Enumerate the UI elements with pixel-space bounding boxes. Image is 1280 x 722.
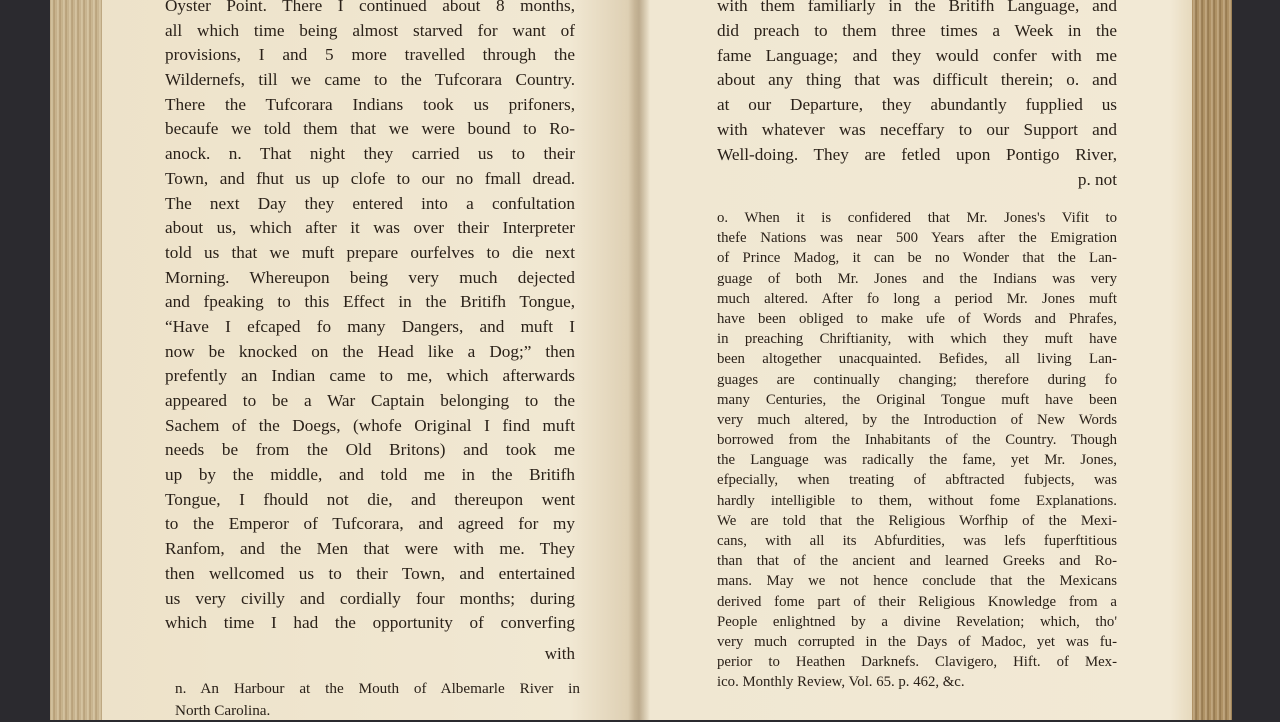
text-line: up by the middle, and told me in the Britifh: [165, 465, 575, 485]
text-line: Well-doing. They are fetled upon Pontigo River,: [717, 144, 1117, 164]
footnote-line: than that of the ancient and learned Greeks and Ro-: [717, 553, 1117, 570]
text-line: Sachem of the Doegs, (whofe Original I find muft: [165, 415, 575, 435]
footnote-line: ico. Monthly Review, Vol. 65. p. 462, &c.: [717, 674, 965, 691]
text-line: with whatever was neceffary to our Support and: [717, 119, 1117, 139]
text-line: Morning. Whereupon being very much dejected: [165, 267, 575, 287]
text-line: with them familiarly in the Britifh Language, and: [717, 0, 1117, 15]
book-gutter: [628, 0, 650, 720]
footnote-line: guages are continually changing; therefore during fo: [717, 371, 1117, 388]
text-line: anock. n. That night they carried us to their: [165, 144, 575, 164]
footnote-line: many Centuries, the Original Tongue muft have been: [717, 391, 1117, 408]
left-page-body: [165, 0, 575, 672]
footnote-line: We are told that the Religious Worfhip of the Mexi-: [717, 512, 1117, 529]
text-line: about us, which after it was over their Interpreter: [165, 218, 575, 238]
text-line: becaufe we told them that we were bound to Ro-: [165, 119, 575, 139]
footnote-line: People enlightned by a divine Revelation; which, tho': [717, 613, 1117, 630]
text-line: did preach to them three times a Week in the: [717, 20, 1117, 40]
left-footnote: [175, 678, 580, 722]
text-line: and fpeaking to this Effect in the Britifh Tongue,: [165, 292, 575, 312]
text-line: provisions, I and 5 more travelled through the: [165, 45, 575, 65]
footnote-line: in preaching Chriftianity, with which they muft have: [717, 331, 1117, 348]
text-line: “Have I efcaped fo many Dangers, and muft I: [165, 316, 575, 336]
footnote-line: been altogether unacquainted. Befides, all living Lan-: [717, 351, 1117, 368]
text-line: about any thing that was difficult therein; o. and: [717, 70, 1117, 90]
footnote-line: much altered. After fo long a period Mr. Jones muft: [717, 290, 1117, 307]
footnote-line: of Prince Madog, it can be no Wonder that the Lan-: [717, 250, 1117, 267]
text-line: needs be from the Old Britons) and took me: [165, 440, 575, 460]
footnote-line: o. When it is confidered that Mr. Jones's Vifit to: [717, 210, 1117, 226]
text-line: told us that we muft prepare ourfelves to die next: [165, 242, 575, 262]
footnote-line: North Carolina.: [175, 702, 271, 719]
text-line: Wildernefs, till we came to the Tufcorara Country.: [165, 70, 575, 90]
text-line: appeared to be a War Captain belonging to the: [165, 391, 575, 410]
footnote-line: borrowed from the Inhabitants of the Country. Though: [717, 432, 1117, 449]
right-page-body: [717, 0, 1117, 192]
text-line: The next Day they entered into a confultation: [165, 193, 575, 213]
text-line: then wellcomed us to their Town, and entertained: [165, 563, 575, 583]
text-line: There the Tufcorara Indians took us prifoners,: [165, 94, 575, 114]
footnote-line: hardly intelligible to them, without fome Explanations.: [717, 492, 1117, 509]
text-line: all which time being almost starved for want of: [165, 20, 575, 40]
footnote-line: derived fome part of their Religious Knowledge from a: [717, 593, 1117, 610]
footnote-line: thefe Nations was near 500 Years after the Emigration: [717, 230, 1117, 247]
text-line: Ranfom, and the Men that were with me. They: [165, 539, 575, 559]
text-line: which time I had the opportunity of converfing: [165, 613, 575, 633]
catchword: p. not: [1077, 169, 1117, 189]
right-page-edges: [1192, 0, 1232, 720]
text-line: prefently an Indian came to me, which afterwards: [165, 366, 575, 386]
catchword: with: [544, 643, 575, 663]
text-line: Oyster Point. There I continued about 8 months,: [165, 0, 575, 15]
footnote-line: guage of both Mr. Jones and the Indians was very: [717, 270, 1117, 287]
footnote-line: very much corrupted in the Days of Madoc, yet was fu-: [717, 633, 1117, 650]
footnote-line: cans, with all its Abfurdities, was lefs fuperftitious: [717, 533, 1117, 549]
text-line: now be knocked on the Head like a Dog;” then: [165, 341, 575, 361]
footnote-line: have been obliged to make ufe of Words and Phrafes,: [717, 310, 1117, 327]
footnote-line: efpecially, when treating of abftracted fubjects, was: [717, 472, 1117, 489]
footnote-line: n. An Harbour at the Mouth of Albemarle River in: [175, 680, 580, 697]
left-page-edges: [50, 0, 102, 720]
footnote-line: very much altered, by the Introduction of New Words: [717, 411, 1117, 428]
footnote-line: mans. May we not hence conclude that the Mexicans: [717, 573, 1117, 590]
footnote-line: the Language was radically the fame, yet Mr. Jones,: [717, 452, 1117, 469]
footnote-line: perior to Heathen Darknefs. Clavigero, Hift. of Mex-: [717, 654, 1117, 671]
right-footnote: [717, 208, 1117, 693]
text-line: Tongue, I fhould not die, and thereupon went: [165, 489, 575, 509]
text-line: fame Language; and they would confer with me: [717, 45, 1117, 65]
text-line: at our Departure, they abundantly fupplied us: [717, 95, 1117, 115]
text-line: to the Emperor of Tufcorara, and agreed for my: [165, 514, 575, 534]
text-line: us very civilly and cordially four months; during: [165, 588, 575, 608]
text-line: Town, and fhut us up clofe to our no fmall dread.: [165, 168, 575, 188]
